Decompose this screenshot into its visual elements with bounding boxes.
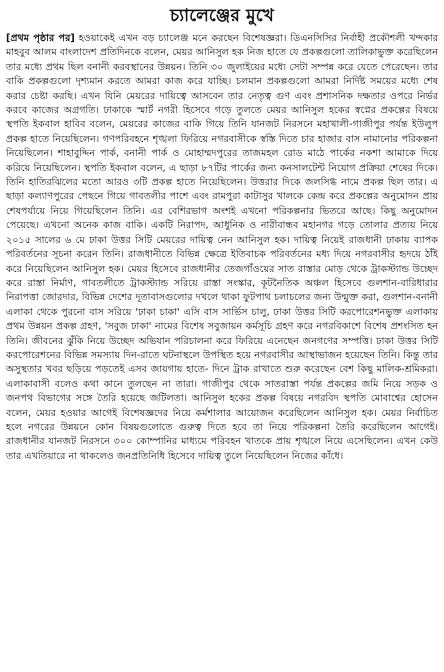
headline: চ্যালেঞ্জের মুখে bbox=[170, 6, 274, 26]
article-text: হওয়াকেই এখন বড় চ্যালেঞ্জ মনে করছেন বিশেষজ্ঞরা। ডিএনসিসির নির্বাহী প্রকৌশলী খন্দকার মাহবুব আলম বাংলাদেশ প্রতিদিনকে বলেন, মেয়র আনিসুল হক নিজ হাতে যে প্রকল্পগুলো তালিকাভুক্ত করেছিলেন তার মধ্যে প্রথম ছিল বনানী করবস্থানের উন্নয়ন। তিনি ৩০ জুলাইয়ের মধ্যে সেটা সম্পন্ন করে যেতে পেরেছেন। তার বাকি প্রকল্পগুলো দৃশ্যমান করতে আমরা কাজ করে যাচ্ছি। চলমান প্রকল্পগুলো আমরা নির্দিষ্ট সময়ের মধ্যে শেষ করার চেষ্টা করছি। এখন যিনি মেয়রের দায়িত্বে আসবেন তার নেতৃত্ব গুণ এবং প্রশাসনিক দক্ষতার ওপরে নির্ভর করবে কাজের অগ্রগতি। ঢাকাকে স্মার্ট নগরী হিসেবে গড়ে তুলতে মেয়র আনিসুল হকের স্বপ্নের প্রকল্পের বিষয়ে স্থপতি ইকবাল হাবিব বলেন, মেয়রের কাজের বাকি গিয়ে তিনি যানজট নিরসনে মহাখালী-গাজীপুর পর্যন্ত ইউলুপ প্রকল্প হাতে নিয়েছিলেন। গণপরিবহনে শৃঙ্খলা ফিরিয়ে নগরবাসীকে স্বস্তি দিতে চার হাজার বাস নামানোর পরিকল্পনা নিয়েছিলেন। শাহাবুদ্দিন পার্ক, বনানী পার্ক ও মোহাম্মদপুরের তাজমহল রোড মাঠে পার্কের নকশা আমাকে দিয়ে করিয়ে নিয়েছিলেন। স্থপতি ইকবাল বলেন, এ ছাড়া ৮৭টির পার্কের জন্য কনসালটেন্ট নিয়োগ প্রক্রিয়া শেষের দিকে। তিনি হাতিরঝিলের মতো আরও ৩টি প্রকল্প হাতে নিয়েছিলেন। উত্তরার দিকে জলসিগ্ধ নামে প্রকল্প ছিল তার। এ ছাড়া কল্যাণপুরের পেছনে গিয়ে গাবতলীর পাশে এবং রামপুরা কাটাসুর খালকে কেন্দ্র করে প্রকল্পের অনুমোদন প্রায় শেষপর্যায়ে নিয়ে গিয়েছিলেন তিনি। এর বেশিরভাগ অংশই এখনো পরিকল্পনার ভিতরে আছে। কিছু অনুমোদন পেয়েছে। এখনো অনেক কাজ বাকি। একটি নিরাপদ, আধুনিক ও নারীবান্ধব মহানগর গড়ে তোলার প্রত্যয় নিয়ে ২০১৫ সালের ৬ মে ঢাকা উত্তর সিটি মেয়রের দায়িত্ব নেন আনিসুল হক। দায়িত্ব নিয়েই রাজধানী ঢাকায় ব্যাপক পরিবর্তনের সূচনা করেন তিনি। রাজধানীতে বিভিন্ন ক্ষেত্রে ইতিবাচক পরিবর্তনের মধ্য দিয়ে নগরবাসীর হৃদয়ে ঠাঁই করে নিয়েছিলেন আনিসুল হক। মেয়র হিসেবে রাজধানীর তেজগাঁওয়ের সাত রাস্তার মোড় থেকে ট্রাকস্ট্যান্ড উচ্ছেদ করে রাস্তা নির্মাণ, গাবতলীতে ট্রাকস্ট্যান্ড সরিয়ে রাস্তা সংস্কার, কূটনৈতিক অঞ্চল হিসেবে গুলশান-বারিধারার নিরাপত্তা জোরদার, বিভিন্ন দেশের দূতাবাসগুলোর দখলে থাকা ফুটপাথ চলাচলের জন্য উন্মুক্ত করা, গুলশান-বনানী এলাকা থেকে পুরনো বাস সরিয়ে 'ঢাকা চাকা' এসি বাস সার্ভিস চালু, ঢাকা উত্তর সিটি করপোরেশনভুক্ত এলাকায় প্রথম উন্নয়ন প্রকল্প গ্রহণ, 'সবুজ ঢাকা' নামের বিশেষ সবুজায়ন কর্মসূচি গ্রহণ করে নগরবিকাশে বিশেষ প্রশংসিত হন তিনি। জীবনের ঝুঁকি নিয়ে উচ্ছেদ অভিযান পরিচালনা করে ফিরিয়ে এনেছেন জনগণের সম্পত্তি। ঢাকা উত্তর সিটি করপোরেশনের বিভিন্ন সমস্যায় দিন-রাতে ঘটনাস্থলে উপস্থিত হয়ে নগরবাসীর আস্থাভাজন হয়েছেন তিনি। কিন্তু তার অসুস্থতার খবর ছড়িয়ে পড়তেই এসব জায়গায় হাতে- দিনে ট্রাক রাখাতে শুরু করেছেন বেশ কিছু মালিক-শ্রমিকরা। এলাকাবাসী বলেও কথা কানে তুলছেন না তারা। গাজীপুর থেকে সাতরাস্তা পর্যন্ত প্রকল্পের জমি নিয়ে সড়ক ও জনপথ বিভাগের সঙ্গে তৈরি হয়েছে জটিলতা। আনিসুল হকের প্রকল্প বিষয়ে নগরবিদ স্থপতি মোবাশ্বের হোসেন বলেন, মেয়র হওয়ার আগেই বিশেষজ্ঞদের নিয়ে কর্মশালার আয়োজন করেছিলেন আনিসুল হক। মেয়র নির্বাচিত হলে নগরের উন্নয়নে কোন বিষয়গুলোতে গুরুত্ব দিতে হবে তা নিয়ে পরিকল্পনা তৈরি করেছিলেন আগেই। রাজধানীর যানজট নিরসনে ৩০০ কোম্পানির মাধ্যমে পরিবহন খাতকে প্রায় শৃঙ্খলে নিয়ে এসেছিলেন। এখন কেউ তার এখতিয়ারে না থাকলেও জনপ্রতিনিধি হিসেবে দায়িত্ব তুলে নিয়েছিলেন নিজের কাঁধে। bbox=[6, 33, 438, 462]
article-body bbox=[6, 32, 438, 464]
continuation-label: [প্রথম পৃষ্ঠার পর] bbox=[6, 33, 75, 44]
